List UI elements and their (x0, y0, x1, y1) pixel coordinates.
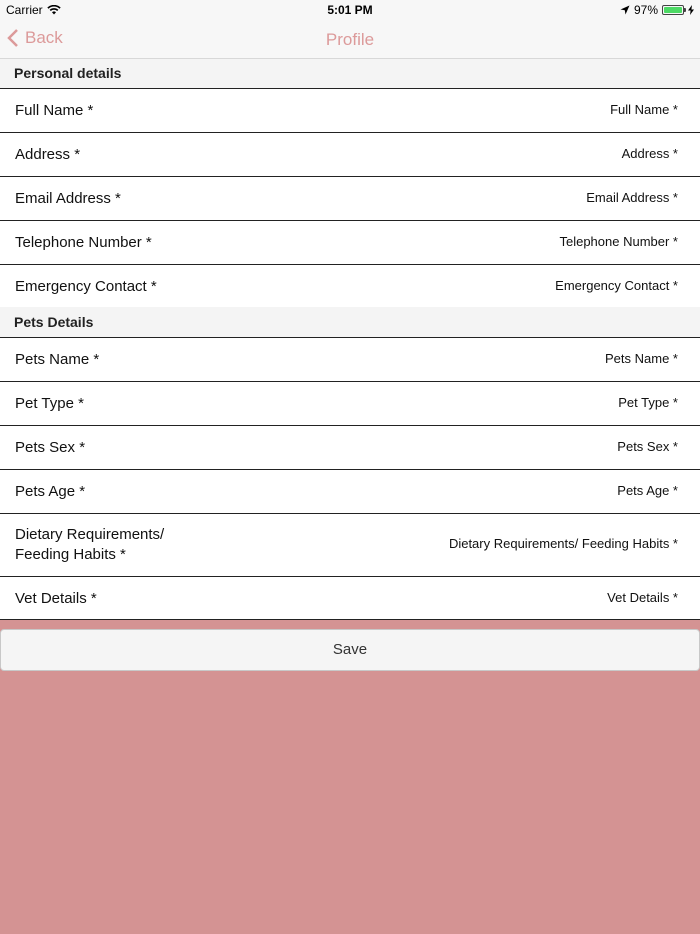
field-input[interactable]: Full Name * (610, 102, 678, 117)
field-input[interactable]: Telephone Number * (559, 234, 678, 249)
field-label: Address * (15, 146, 81, 163)
field-label: Pets Age * (15, 483, 86, 500)
full-name-field[interactable] (0, 88, 700, 132)
emergency-contact-field[interactable] (0, 264, 700, 307)
clock: 5:01 PM (327, 3, 373, 17)
field-label (15, 525, 164, 565)
field-label: Vet Details * (15, 590, 97, 607)
field-input[interactable]: Email Address * (586, 190, 678, 205)
field-label-line-1: Dietary Requirements/ (15, 526, 165, 543)
field-input[interactable]: Address * (621, 146, 678, 161)
field-label: Pets Name * (15, 351, 100, 368)
pets-name-field[interactable] (0, 337, 700, 381)
pet-type-field[interactable] (0, 381, 700, 425)
field-input[interactable]: Dietary Requirements/ Feeding Habits * (448, 536, 678, 551)
battery-percent: 97% (633, 3, 658, 17)
field-input[interactable]: Vet Details * (607, 590, 678, 605)
field-label-line-2: Feeding Habits * (15, 546, 126, 563)
dietary-requirements-field[interactable] (0, 513, 700, 576)
field-input[interactable]: Pet Type * (618, 395, 678, 410)
save-button[interactable]: Save (0, 629, 700, 671)
location-arrow-icon (620, 5, 630, 15)
address-field[interactable] (0, 132, 700, 176)
field-label: Telephone Number * (15, 234, 152, 251)
pets-sex-field[interactable] (0, 425, 700, 469)
status-right (620, 3, 694, 17)
section-header-pets: Pets Details (0, 307, 700, 337)
vet-details-field[interactable] (0, 576, 700, 620)
field-label: Full Name * (15, 102, 94, 119)
field-label: Pets Sex * (15, 439, 86, 456)
field-input[interactable]: Pets Sex * (617, 439, 678, 454)
carrier-label: Carrier (6, 3, 43, 17)
field-label: Email Address * (15, 190, 121, 207)
battery-icon (662, 5, 684, 15)
page-title: Profile (325, 30, 375, 49)
field-input[interactable]: Pets Age * (617, 483, 678, 498)
email-address-field[interactable] (0, 176, 700, 220)
field-label: Pet Type * (15, 395, 84, 412)
field-input[interactable]: Emergency Contact * (555, 278, 678, 293)
field-input[interactable]: Pets Name * (605, 351, 678, 366)
navigation-bar (0, 20, 700, 59)
telephone-number-field[interactable] (0, 220, 700, 264)
pets-age-field[interactable] (0, 469, 700, 513)
charging-bolt-icon (688, 5, 694, 15)
back-label: Back (25, 28, 63, 47)
section-header-personal: Personal details (0, 59, 700, 88)
field-label: Emergency Contact * (15, 278, 157, 295)
status-bar (0, 0, 700, 20)
